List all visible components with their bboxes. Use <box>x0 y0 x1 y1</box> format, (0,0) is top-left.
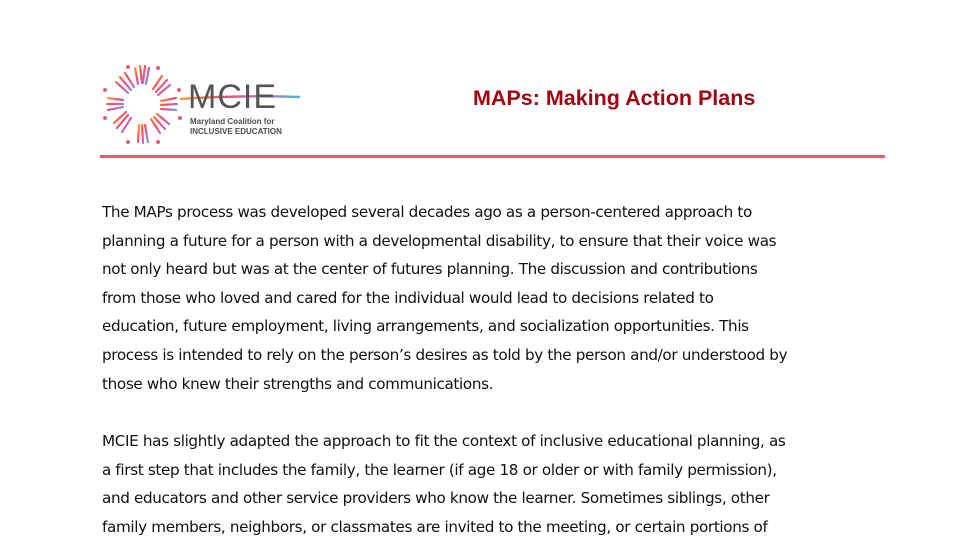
logo-subtitle-line-1: Maryland Coalition for <box>190 117 275 126</box>
text-line: planning a future for a person with a developmental disability, to ensure that their voice was <box>102 231 777 250</box>
logo-wordmark: MCIE <box>188 78 277 116</box>
text-line: education, future employment, living arrangements, and socialization opportunities. This <box>102 317 749 336</box>
paragraph-2 <box>102 427 892 541</box>
logo-subtitle-line-2: INCLUSIVE EDUCATION <box>190 126 282 136</box>
text-line: those who knew their strengths and communications. <box>102 374 494 393</box>
text-line: and educators and other service providers who know the learner. Sometimes siblings, other <box>102 489 770 508</box>
text-line: The MAPs process was developed several decades ago as a person-centered approach to <box>102 203 752 221</box>
document-title: MAPs: Making Action Plans <box>473 86 756 110</box>
text-line: MCIE has slightly adapted the approach to fit the context of inclusive educational planning, as <box>102 432 786 450</box>
text-line: process is intended to rely on the person’s desires as told by the person and/or understood by <box>102 345 788 364</box>
text-line: family members, neighbors, or classmates are invited to the meeting, or certain portions of <box>102 517 768 536</box>
text-line: not only heard but was at the center of futures planning. The discussion and contributions <box>102 260 758 279</box>
mcie-sunburst-logo-icon <box>102 62 182 146</box>
text-line: from those who loved and cared for the individual would lead to decisions related to <box>102 288 714 307</box>
mcie-logo <box>102 62 302 148</box>
paragraph-1 <box>102 198 892 398</box>
header-divider <box>100 155 885 158</box>
text-line: a first step that includes the family, the learner (if age 18 or older or with family permission), <box>102 460 777 479</box>
logo-subtitle <box>190 117 282 136</box>
